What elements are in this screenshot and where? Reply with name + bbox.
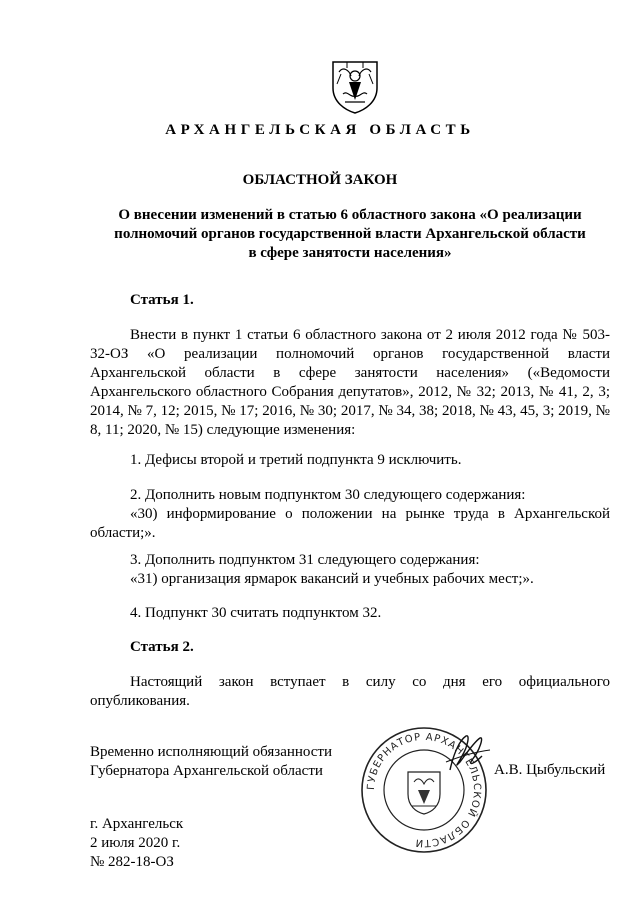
- law-footer: [90, 815, 183, 872]
- law-title-line: в сфере занятости населения»: [248, 245, 452, 261]
- article-1-item-2: 2. Дополнить новым подпунктом 30 следующего содержания:: [130, 487, 526, 503]
- article-1-item-1: 1. Дефисы второй и третий подпункта 9 исключить.: [130, 452, 462, 468]
- official-stamp: [356, 722, 492, 858]
- law-type-heading: ОБЛАСТНОЙ ЗАКОН: [242, 172, 398, 188]
- article-1-item-3: 3. Дополнить подпунктом 31 следующего содержания:: [130, 552, 480, 568]
- law-title-line: О внесении изменений в статью 6 областного закона «О реализации: [118, 207, 582, 223]
- article-2-heading: Статья 2.: [130, 639, 194, 655]
- footer-number: № 282-18-ОЗ: [90, 854, 174, 870]
- footer-date: 2 июля 2020 г.: [90, 835, 181, 851]
- region-heading: АРХАНГЕЛЬСКАЯ ОБЛАСТЬ: [165, 122, 475, 138]
- law-title-line: полномочий органов государственной власти Архангельской области: [114, 226, 586, 242]
- signatory-position-line: Губернатора Архангельской области: [90, 763, 323, 779]
- footer-city: г. Архангельск: [90, 816, 184, 832]
- law-title: [90, 206, 610, 263]
- signatory-name: А.В. Цыбульский: [494, 762, 606, 778]
- article-2-text: Настоящий закон вступает в силу со дня его официального опубликования.: [90, 674, 610, 709]
- article-1-item-4: 4. Подпункт 30 считать подпунктом 32.: [130, 605, 382, 621]
- article-1-item-3-text: «31) организация ярмарок вакансий и учебных рабочих мест;».: [130, 571, 534, 587]
- article-1-heading: Статья 1.: [130, 292, 194, 308]
- stamp-ring-text: ГУБЕРНАТОР АРХАНГЕЛЬСКОЙ ОБЛАСТИ: [365, 731, 483, 849]
- article-1-item-2-text: «30) информирование о положении на рынке труда в Архангельской области;».: [90, 506, 610, 541]
- article-1-intro: Внести в пункт 1 статьи 6 областного закона от 2 июля 2012 года № 503-32-ОЗ «О реализации полномочий органов государственной власти Архангельской области в сфере занятости населения» («Ведомости Архангельского областного Собрания депутатов», 2012, № 32; 2013, № 41, 2, 3; 2014, № 7, 12; 2015, № 17; 2016, № 30; 2017, № 34, 38; 2018, № 43, 45, 3; 2019, № 8, 11; 2020, № 15) следующие изменения:: [90, 327, 610, 438]
- signatory-position-line: Временно исполняющий обязанности: [90, 744, 333, 760]
- coat-of-arms-emblem: [329, 58, 381, 114]
- signatory-position: [90, 743, 332, 781]
